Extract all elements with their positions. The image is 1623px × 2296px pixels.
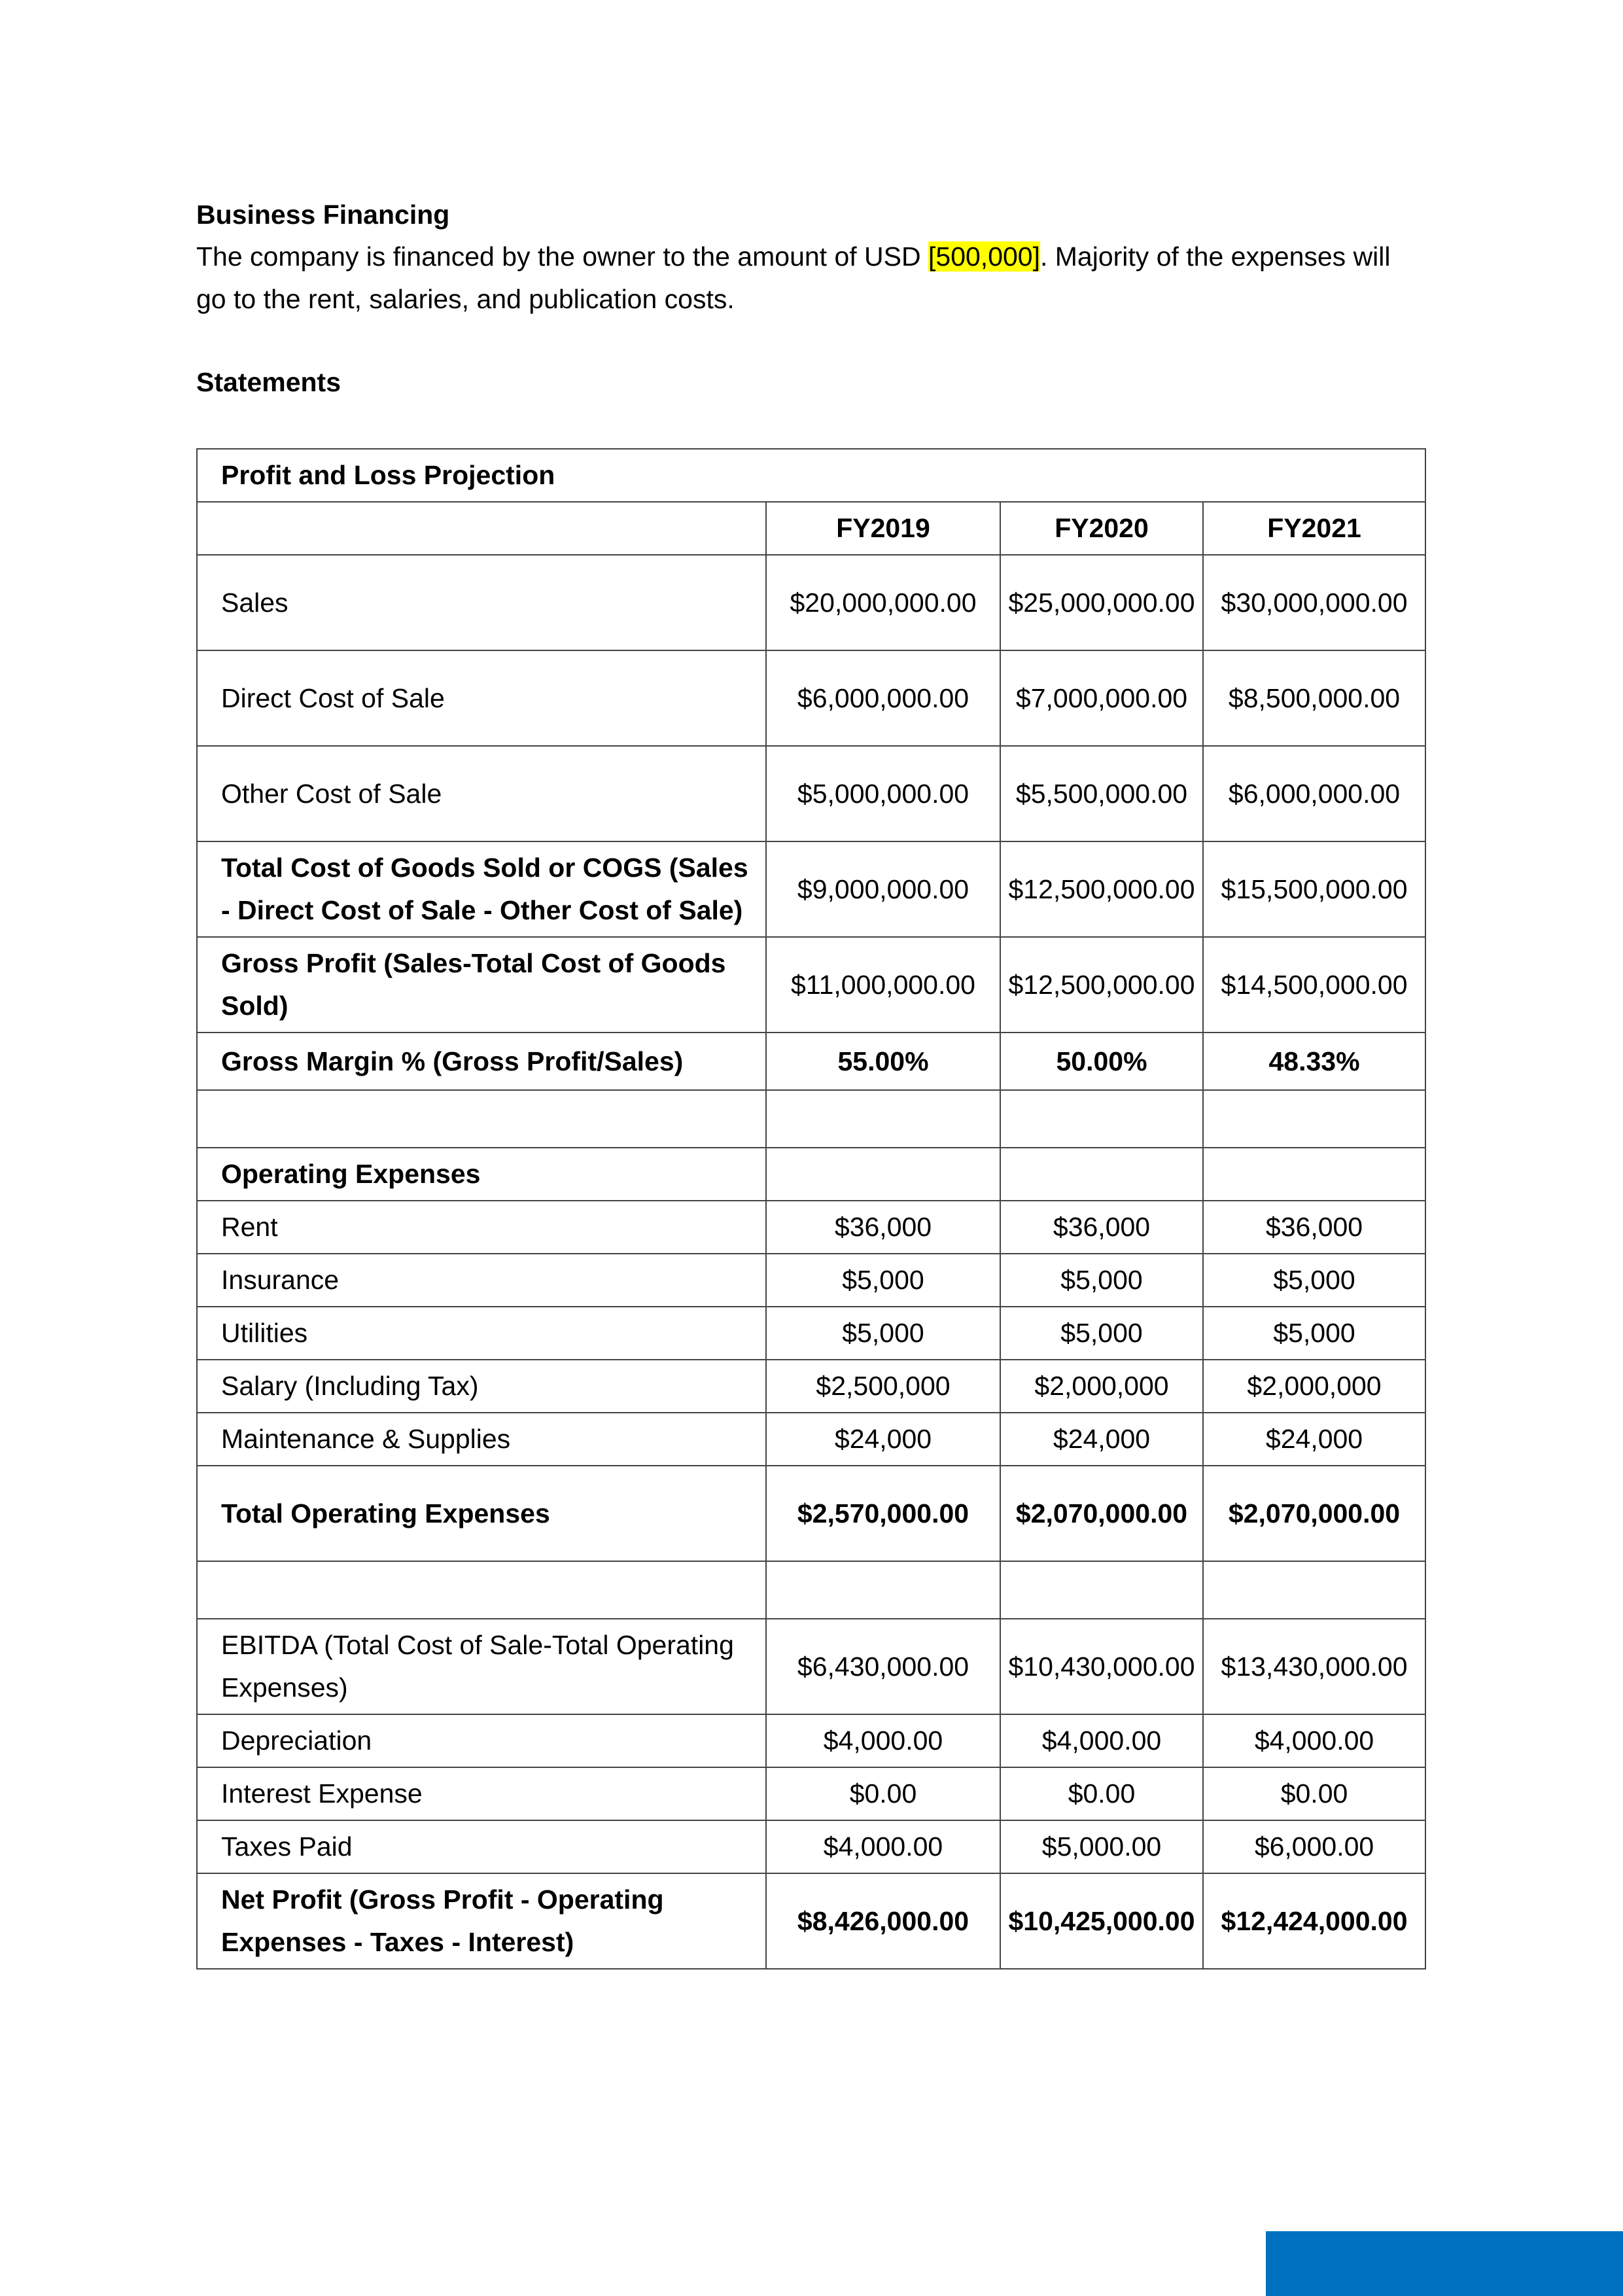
- row-rent: [197, 1201, 1425, 1254]
- cell-fy2020: $5,000.00: [1000, 1820, 1203, 1873]
- row-other-cost-of-sale: [197, 746, 1425, 841]
- cell-fy2021: $15,500,000.00: [1203, 841, 1425, 937]
- cell-fy2021: $8,500,000.00: [1203, 650, 1425, 746]
- table-title: Profit and Loss Projection: [197, 449, 1425, 502]
- cell-fy2019: $20,000,000.00: [766, 555, 1000, 650]
- column-header-fy2021: FY2021: [1203, 502, 1425, 555]
- financing-line-2: go to the rent, salaries, and publication costs.: [196, 284, 735, 314]
- row-gross-margin: [197, 1033, 1425, 1090]
- business-financing-heading: Business Financing: [196, 200, 450, 230]
- row-label: Gross Margin % (Gross Profit/Sales): [197, 1033, 766, 1090]
- row-total-operating-expenses: [197, 1466, 1425, 1561]
- cell-fy2019: $11,000,000.00: [766, 937, 1000, 1033]
- row-label: Depreciation: [197, 1714, 766, 1767]
- row-label: Salary (Including Tax): [197, 1360, 766, 1413]
- row-label: Rent: [197, 1201, 766, 1254]
- row-label: Gross Profit (Sales-Total Cost of Goods Sold): [197, 937, 766, 1033]
- row-direct-cost-of-sale: [197, 650, 1425, 746]
- cell-fy2020: $7,000,000.00: [1000, 650, 1203, 746]
- cell-fy2021: 48.33%: [1203, 1033, 1425, 1090]
- cell-fy2021: $4,000.00: [1203, 1714, 1425, 1767]
- cell-fy2020: $5,000: [1000, 1254, 1203, 1307]
- cell-fy2021: $13,430,000.00: [1203, 1619, 1425, 1714]
- table-header-row: [197, 502, 1425, 555]
- row-label: Insurance: [197, 1254, 766, 1307]
- cell-fy2020: $2,070,000.00: [1000, 1466, 1203, 1561]
- cell-fy2021: $5,000: [1203, 1307, 1425, 1360]
- cell-fy2021: $6,000,000.00: [1203, 746, 1425, 841]
- cell-fy2019: $6,000,000.00: [766, 650, 1000, 746]
- financing-text-start: The company is financed by the owner to the amount of USD: [196, 241, 928, 272]
- footer-accent-bar: [1266, 2231, 1623, 2296]
- cell-fy2020: $36,000: [1000, 1201, 1203, 1254]
- cell-fy2019: $2,500,000: [766, 1360, 1000, 1413]
- cell-fy2019: $5,000,000.00: [766, 746, 1000, 841]
- row-operating-expenses-header: [197, 1148, 1425, 1201]
- cell-fy2020: $0.00: [1000, 1767, 1203, 1820]
- cell-fy2019: $9,000,000.00: [766, 841, 1000, 937]
- profit-loss-table: [196, 448, 1426, 1969]
- spacer-row: [197, 1090, 1425, 1148]
- cell-fy2019: $8,426,000.00: [766, 1873, 1000, 1969]
- row-label: Interest Expense: [197, 1767, 766, 1820]
- row-taxes-paid: [197, 1820, 1425, 1873]
- row-label: EBITDA (Total Cost of Sale-Total Operating Expenses): [197, 1619, 766, 1714]
- cell-fy2020: $2,000,000: [1000, 1360, 1203, 1413]
- cell-fy2020: $25,000,000.00: [1000, 555, 1203, 650]
- cell-fy2020: $10,430,000.00: [1000, 1619, 1203, 1714]
- row-label: Direct Cost of Sale: [197, 650, 766, 746]
- row-utilities: [197, 1307, 1425, 1360]
- row-label: Taxes Paid: [197, 1820, 766, 1873]
- row-label: Utilities: [197, 1307, 766, 1360]
- row-label: Total Cost of Goods Sold or COGS (Sales - Direct Cost of Sale - Other Cost of Sale): [197, 841, 766, 937]
- cell-fy2020: $5,500,000.00: [1000, 746, 1203, 841]
- column-header-fy2020: FY2020: [1000, 502, 1203, 555]
- row-interest-expense: [197, 1767, 1425, 1820]
- row-label: Sales: [197, 555, 766, 650]
- cell-fy2020: $12,500,000.00: [1000, 841, 1203, 937]
- header-empty-cell: [197, 502, 766, 555]
- column-header-fy2019: FY2019: [766, 502, 1000, 555]
- row-maintenance-supplies: [197, 1413, 1425, 1466]
- cell-fy2020: $12,500,000.00: [1000, 937, 1203, 1033]
- cell-fy2019: $4,000.00: [766, 1820, 1000, 1873]
- cell-fy2019: $6,430,000.00: [766, 1619, 1000, 1714]
- cell-fy2021: $24,000: [1203, 1413, 1425, 1466]
- cell-fy2021: $5,000: [1203, 1254, 1425, 1307]
- cell-fy2019: $36,000: [766, 1201, 1000, 1254]
- statements-heading: Statements: [196, 367, 341, 397]
- cell-fy2019: 55.00%: [766, 1033, 1000, 1090]
- cell-fy2021: $2,070,000.00: [1203, 1466, 1425, 1561]
- financing-text-end: . Majority of the expenses will: [1040, 241, 1391, 272]
- row-total-cogs: [197, 841, 1425, 937]
- cell-fy2020: $5,000: [1000, 1307, 1203, 1360]
- cell-fy2021: $12,424,000.00: [1203, 1873, 1425, 1969]
- cell-fy2020: $24,000: [1000, 1413, 1203, 1466]
- row-gross-profit: [197, 937, 1425, 1033]
- cell-fy2019: $5,000: [766, 1307, 1000, 1360]
- cell-fy2020: $4,000.00: [1000, 1714, 1203, 1767]
- cell-fy2021: $36,000: [1203, 1201, 1425, 1254]
- cell-fy2019: $24,000: [766, 1413, 1000, 1466]
- row-label: Operating Expenses: [197, 1148, 766, 1201]
- spacer-row: [197, 1561, 1425, 1619]
- cell-fy2019: $0.00: [766, 1767, 1000, 1820]
- cell-fy2021: $0.00: [1203, 1767, 1425, 1820]
- row-label: Net Profit (Gross Profit - Operating Expenses - Taxes - Interest): [197, 1873, 766, 1969]
- row-depreciation: [197, 1714, 1425, 1767]
- cell-fy2020: 50.00%: [1000, 1033, 1203, 1090]
- row-label: Total Operating Expenses: [197, 1466, 766, 1561]
- cell-fy2021: $14,500,000.00: [1203, 937, 1425, 1033]
- cell-fy2021: $2,000,000: [1203, 1360, 1425, 1413]
- cell-fy2019: $4,000.00: [766, 1714, 1000, 1767]
- row-net-profit: [197, 1873, 1425, 1969]
- row-ebitda: [197, 1619, 1425, 1714]
- row-label: Other Cost of Sale: [197, 746, 766, 841]
- highlighted-amount: [500,000]: [928, 241, 1040, 272]
- cell-fy2021: $30,000,000.00: [1203, 555, 1425, 650]
- financing-line-1: [196, 236, 1439, 278]
- row-salary: [197, 1360, 1425, 1413]
- cell-fy2020: $10,425,000.00: [1000, 1873, 1203, 1969]
- row-label: Maintenance & Supplies: [197, 1413, 766, 1466]
- cell-fy2019: $5,000: [766, 1254, 1000, 1307]
- financing-paragraph: [196, 236, 1439, 321]
- cell-fy2019: $2,570,000.00: [766, 1466, 1000, 1561]
- row-sales: [197, 555, 1425, 650]
- row-insurance: [197, 1254, 1425, 1307]
- cell-fy2021: $6,000.00: [1203, 1820, 1425, 1873]
